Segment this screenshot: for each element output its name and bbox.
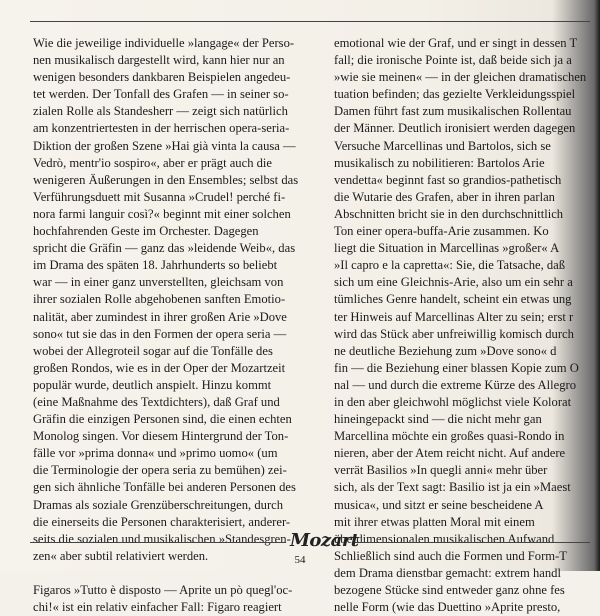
text-line: Ton einer opera-buffa-Arie zusammen. Ko — [334, 224, 549, 239]
text-line: gen sich ähnliche Tonfälle bei anderen Personen des — [33, 480, 296, 495]
text-line: wenigen besonders dankbaren Beispielen angedeu- — [33, 70, 291, 85]
text-line: »Il capro e la capretta«: Sie, die Tatsache, daß — [334, 258, 566, 273]
text-line: Dramas als soziale Grenzüberschreitungen, durch — [33, 497, 284, 512]
text-line: nieren, aber der Atem reicht nicht. Auf andere — [334, 446, 566, 461]
text-line: Marcellina möchte ein großes quasi-Rondo in — [334, 429, 565, 444]
text-line: ihrer sozialen Rolle abgehobenen sanften Emotio- — [33, 292, 286, 307]
text-line: populär wurde, deutlich anspielt. Hinzu kommt — [33, 377, 272, 392]
text-line: musikalisch zu nobilitieren: Bartolos Arie — [334, 155, 545, 170]
text-line: in den aber gleichwohl möglichst viele Kolorat — [334, 394, 572, 409]
text-line: die einerseits die Personen charakterisiert, anderer- — [33, 514, 291, 529]
text-line: verrät Basilios »In quegli anni« mehr über — [334, 463, 548, 478]
text-line: tuation befinden; das gezielte Verkleidungsspiel — [334, 87, 576, 102]
text-line: sich, als der Text sagt: Basilio ist ja ein »Maest — [334, 480, 571, 495]
text-line: Damen führt fast zum musikalischen Rollentau — [334, 104, 572, 119]
text-line: wobei der Allegroteil sogar auf die Tonfälle des — [33, 343, 273, 358]
text-line: nal — und durch die extreme Kürze des Allegro — [334, 377, 576, 392]
text-line: Figaros »Tutto è disposto — Aprite un pò quegl'oc- — [33, 582, 293, 597]
right-text-column — [334, 35, 600, 616]
text-line: hineingepackt sind — die nicht mehr gan — [334, 412, 542, 427]
text-line: Versuche Marcellinas und Bartolos, sich se — [334, 138, 551, 153]
text-line: nalität, aber zumindest in ihrer großen Arie »Dove — [33, 309, 287, 324]
text-line: ne deutliche Beziehung zum »Dove sono« d — [334, 343, 557, 358]
text-line: spricht die Gräfin — ganz das »leidende Weib«, das — [33, 241, 296, 256]
text-line: Monolog singen. Vor diesem Hintergrund der Ton- — [33, 429, 289, 444]
text-line: liegt die Situation in Marcellinas »großer« A — [334, 241, 560, 256]
text-line: vendetta« beginnt fast so grandios-pathetisch — [334, 172, 562, 187]
top-rule — [30, 21, 590, 22]
text-line: fälle vor »prima donna« und »primo uomo« (um — [33, 446, 278, 461]
left-text-column — [33, 35, 318, 616]
text-line: überdimensionalen musikalischen Aufwand — [334, 531, 555, 546]
text-line: der Männer. Deutlich ironisiert werden dagegen — [334, 121, 576, 136]
mozart-logo: Mozart — [290, 530, 359, 551]
text-line: nelle Form (wie das Duettino »Aprite presto, — [334, 600, 561, 615]
text-line: wird das Stück aber unfreiwillig komisch durch — [334, 326, 574, 341]
text-line: die Terminologie der opera seria zu bemühen) zei- — [33, 463, 287, 478]
text-line: bezogene Stücke sind entweder ganz ohne fes — [334, 583, 565, 597]
text-line: Vedrò, mentr'io sospiro«, aber er prägt auch die — [33, 155, 273, 170]
text-line — [33, 565, 318, 582]
text-line: tet werden. Der Tonfall des Grafen — in seiner so- — [33, 87, 289, 102]
text-line: Diktion der großen Szene »Hai già vinta la causa — — [33, 138, 296, 153]
text-line: seits die sozialen und musikalischen »Standesgren- — [33, 531, 291, 546]
text-line: tümliches Genre handelt, scheint ein etwas ung — [334, 292, 572, 307]
text-line: mit ihrer etwas platten Moral mit einem — [334, 514, 535, 529]
text-line: Verführungsduett mit Susanna »Crudel! perché fi- — [33, 189, 286, 204]
text-line: sono« tut sie das in den Formen der opera seria — — [33, 326, 287, 341]
bottom-rule-left — [30, 542, 285, 543]
text-line: am konzentriertesten in der herrischen opera-seria- — [33, 121, 290, 136]
text-line: wenigeren Äußerungen in den Ensembles; selbst das — [33, 172, 299, 187]
text-line: emotional wie der Graf, und er singt in dessen T — [334, 36, 578, 50]
text-line: (eine Maßnahme des Textdichters), daß Graf und — [33, 394, 280, 409]
text-line: Abschnitten bricht sie in den durchschnittlich — [334, 206, 564, 221]
text-line: die Wutarie des Grafen, aber in ihren parlan — [334, 189, 555, 204]
text-line: chi!« ist ein relativ einfacher Fall: Figaro reagiert — [33, 600, 282, 614]
text-line: dem Drama dienstbar gemacht: extrem handl — [334, 565, 561, 580]
text-line: fall; die ironische Pointe ist, daß beide sich ja a — [334, 53, 572, 68]
text-line: Gräfin die einzigen Personen sind, die einen echten — [33, 412, 292, 427]
text-line: Wie die jeweilige individuelle »langage« der Perso- — [33, 36, 295, 50]
bottom-rule-right — [355, 542, 590, 543]
text-line: großen Rondos, wie es in der Oper der Mozartzeit — [33, 360, 286, 375]
text-line: hochfahrenden Geste im Orchester. Dagegen — [33, 224, 259, 239]
page-number: 54 — [294, 554, 306, 566]
text-line: Schließlich sind auch die Formen und Form-T — [334, 548, 567, 563]
text-line: sich um eine Gleichnis-Arie, also um ein sehr a — [334, 275, 573, 290]
text-line: nen musikalisch dargestellt wird, kann hier nur an — [33, 53, 285, 68]
text-line: im Drama des späten 18. Jahrhunderts so beliebt — [33, 258, 278, 273]
text-line: fin — die Beziehung einer blassen Kopie zum O — [334, 360, 579, 375]
text-line: zen« aber subtil relativiert werden. — [33, 548, 209, 563]
text-line: nora farmi languir così?« beginnt mit einer solchen — [33, 206, 291, 221]
text-line: war — in einer ganz unverstellten, gleichsam von — [33, 275, 284, 290]
text-line: zialen Rolle als Standesherr — zeigt sich natürlich — [33, 104, 288, 119]
text-line: »wie sie meinen« — in der gleichen dramatischen — [334, 70, 587, 85]
text-line: ter Hinweis auf Marcellinas Alter zu sein; erst r — [334, 309, 574, 324]
text-line: musica«, und sitzt er seine bescheidene A — [334, 497, 544, 512]
